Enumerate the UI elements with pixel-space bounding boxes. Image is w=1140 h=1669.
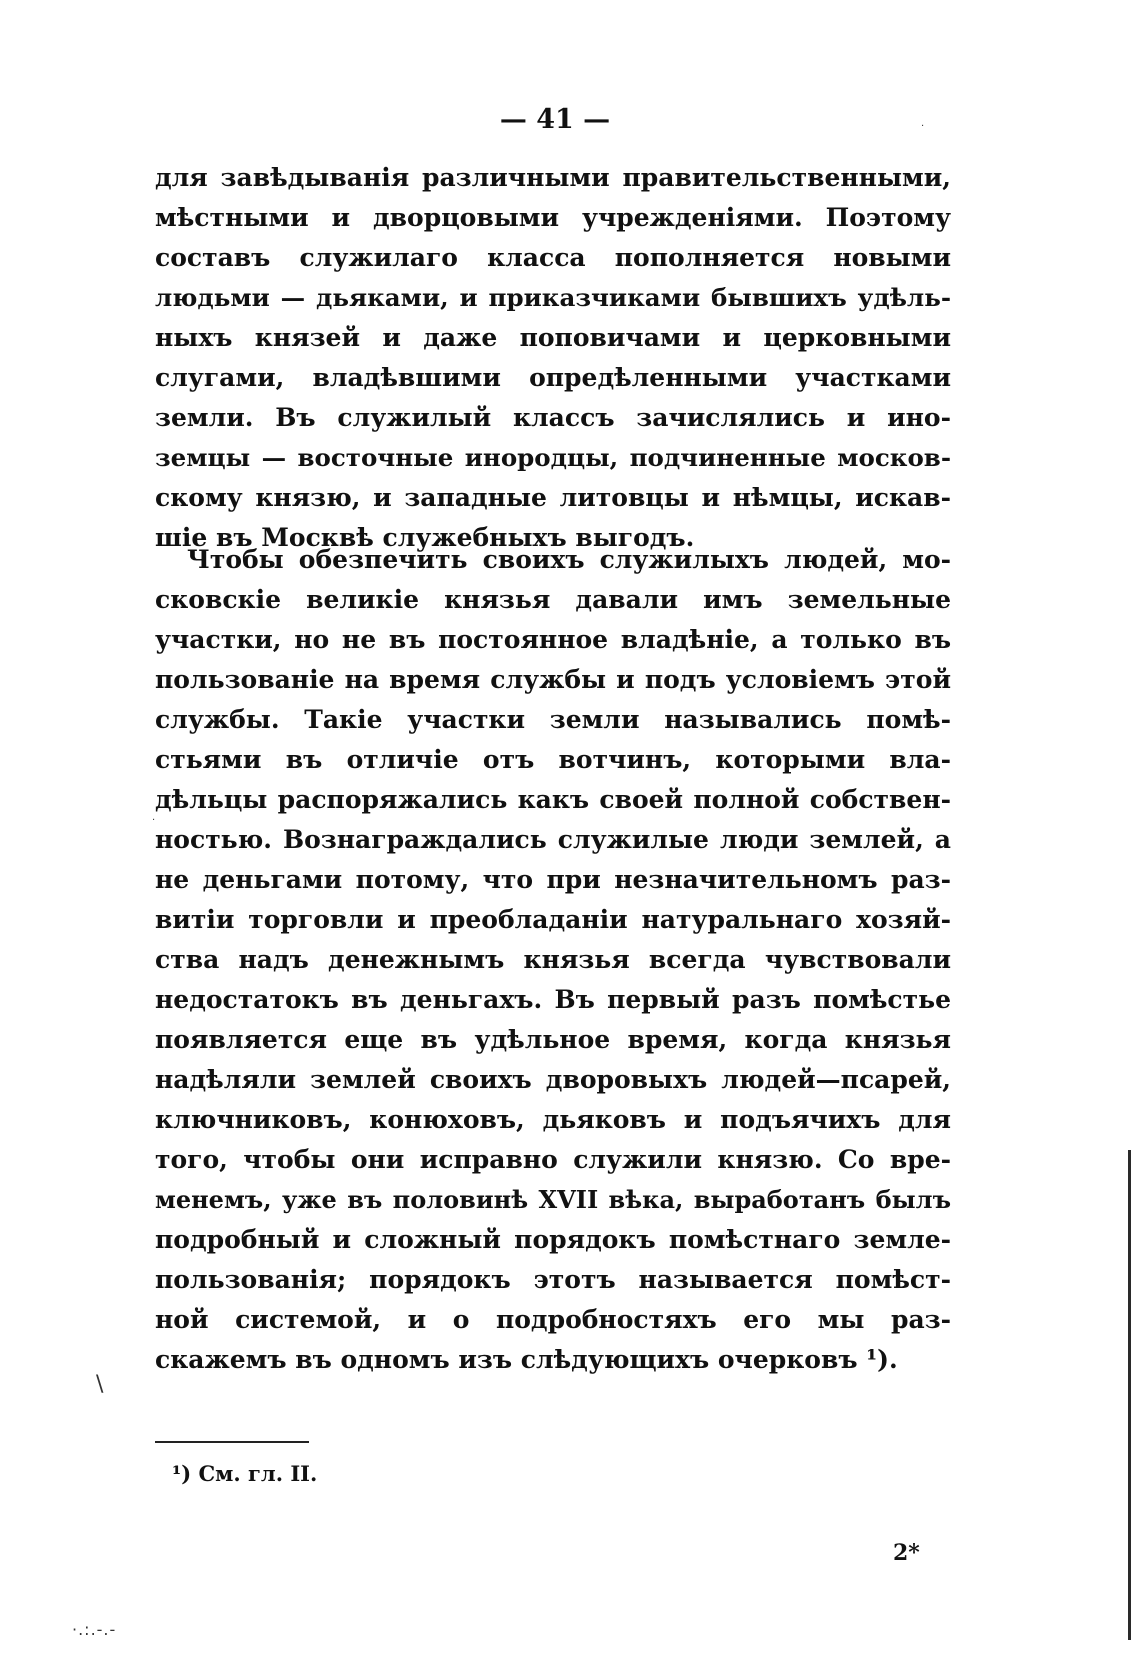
text-line: ностью. Вознаграждались служилые люди землей, а [155, 825, 951, 854]
text-line: пользованія; порядокъ этотъ называется помѣст- [155, 1265, 951, 1294]
paragraph-2 [155, 540, 951, 1380]
text-line: надѣляли землей своихъ дворовыхъ людей—псарей, [155, 1065, 951, 1094]
text-line: Чтобы обезпечить своихъ служилыхъ людей, мо- [187, 545, 951, 574]
stray-mark: ·.:.-.- [72, 1620, 117, 1639]
text-line: ключниковъ, конюховъ, дьяковъ и подъячихъ для [155, 1105, 951, 1134]
text-line: земли. Въ служилый классъ зачислялись и ино- [155, 403, 951, 432]
text-line: для завѣдыванія различными правительственными, [155, 163, 951, 192]
text-line: службы. Такіе участки земли назывались помѣ- [155, 705, 951, 734]
text-line: появляется еще въ удѣльное время, когда князья [155, 1025, 951, 1054]
paragraph-1 [155, 158, 951, 558]
text-line: стьями въ отличіе отъ вотчинъ, которыми вла- [155, 745, 951, 774]
text-line: участки, но не въ постоянное владѣніе, а только въ [155, 625, 951, 654]
text-line: недостатокъ въ деньгахъ. Въ первый разъ помѣстье [155, 985, 951, 1014]
text-line: витіи торговли и преобладаніи натуральнаго хозяй- [155, 905, 951, 934]
signature-mark: 2* [893, 1540, 920, 1566]
text-line: составъ служилаго класса пополняется новыми [155, 243, 951, 272]
text-line: пользованіе на время службы и подъ условіемъ этой [155, 665, 951, 694]
text-line: менемъ, уже въ половинѣ XVII вѣка, выработанъ былъ [155, 1185, 951, 1214]
stray-mark: · [152, 815, 156, 826]
text-line: не деньгами потому, что при незначительномъ раз- [155, 865, 951, 894]
text-line: подробный и сложный порядокъ помѣстнаго земле- [155, 1225, 951, 1254]
stray-mark: · [921, 121, 925, 132]
footnote: ¹) См. гл. II. [172, 1461, 318, 1486]
page-edge-line [1128, 1150, 1131, 1640]
text-line: сковскіе великіе князья давали имъ земельные [155, 585, 951, 614]
text-line: мѣстными и дворцовыми учрежденіями. Поэтому [155, 203, 951, 232]
stray-mark: \ [96, 1372, 104, 1397]
footnote-rule [155, 1441, 309, 1443]
page-number: — 41 — [499, 104, 611, 135]
text-line: людьми — дьяками, и приказчиками бывшихъ удѣль- [155, 283, 951, 312]
text-line: ной системой, и о подробностяхъ его мы раз- [155, 1305, 951, 1334]
text-line: скажемъ въ одномъ изъ слѣдующихъ очерковъ ¹). [155, 1345, 898, 1374]
text-line: скому князю, и западные литовцы и нѣмцы, искав- [155, 483, 951, 512]
text-line: шіе въ Москвѣ служебныхъ выгодъ. [155, 523, 695, 552]
text-line: слугами, владѣвшими опредѣленными участками [155, 363, 951, 392]
text-line: того, чтобы они исправно служили князю. Со вре- [155, 1145, 951, 1174]
text-line: дѣльцы распоряжались какъ своей полной собствен- [155, 785, 951, 814]
text-line: ства надъ денежнымъ князья всегда чувствовали [155, 945, 951, 974]
text-line: земцы — восточные инородцы, подчиненные москов- [155, 443, 951, 472]
text-line: ныхъ князей и даже поповичами и церковными [155, 323, 951, 352]
